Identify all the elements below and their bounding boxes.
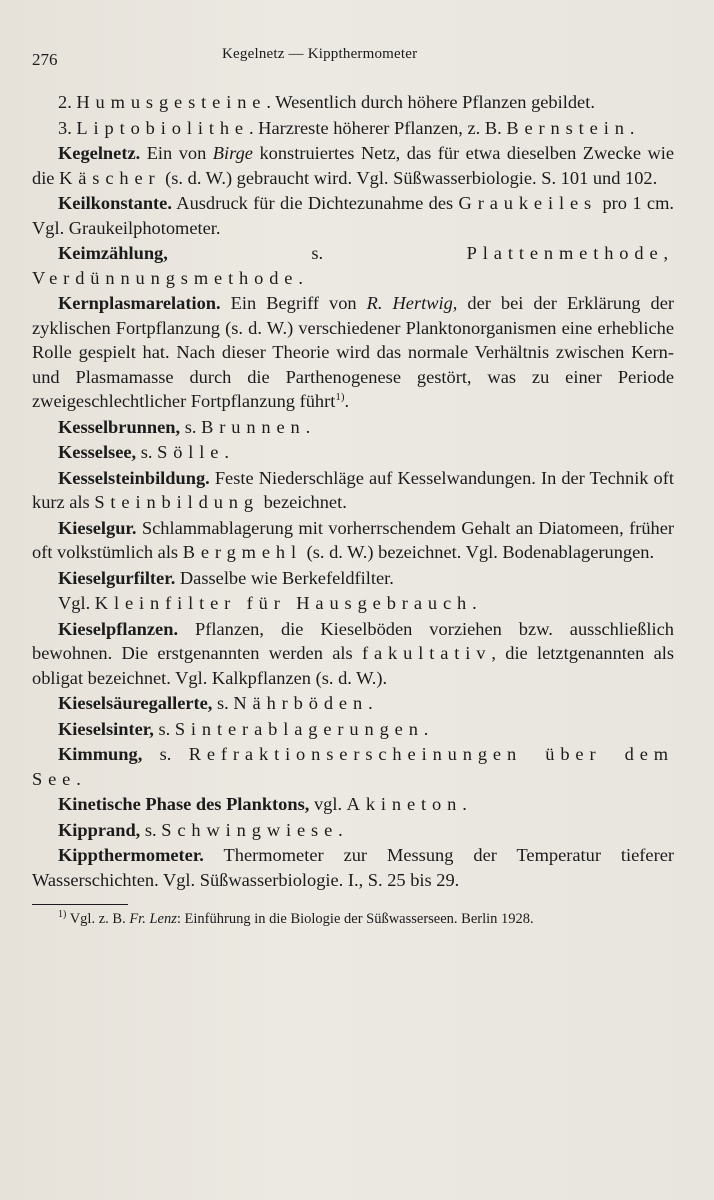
entry-text: .	[338, 819, 343, 840]
entry-spaced-text: Refraktionserscheinungen über dem See	[32, 744, 674, 789]
page-header	[32, 44, 674, 80]
entry-spaced-text: Bergmehl	[182, 542, 302, 562]
footnote-author: Fr. Lenz	[129, 911, 177, 927]
dictionary-entry	[32, 516, 674, 565]
dictionary-entry	[32, 691, 674, 716]
entry-text: s.	[167, 243, 467, 263]
dictionary-entry	[32, 415, 674, 440]
dictionary-entry	[32, 466, 674, 515]
dictionary-entry	[32, 717, 674, 742]
entry-lead: 3.	[58, 117, 77, 138]
running-head: Kegelnetz — Kippthermometer	[222, 46, 418, 62]
entry-lead: 2.	[58, 92, 77, 112]
dictionary-entries	[32, 90, 674, 892]
dictionary-entry	[32, 291, 674, 414]
entry-spaced-text: Kleinfilter für Hausgebrauch	[94, 593, 473, 613]
entry-spaced-text: Akineton	[346, 794, 463, 814]
entry-text: der bei der Erklärung der zyklischen Fortpflanzung (s. d. W.) verschiedener Planktonorganismen eine erhebliche Rolle gespielt hat. Nach dieser Theorie wird das normale Verhältnis zwischen Kern- und Plasmamasse durch die Parthenogenese gestört, was zu einer Periode zweigeschlechtlicher Fortpflanzung führt	[32, 293, 674, 411]
entry-spaced-text: Humusgesteine	[76, 92, 267, 112]
entry-term: Keilkonstante.	[58, 193, 172, 213]
entry-spaced-text: Bernstein	[506, 117, 630, 138]
entry-text: .	[224, 442, 229, 462]
entry-text: . Harzreste höherer Pflanzen, z. B.	[248, 117, 507, 138]
footnote-reference: 1)	[335, 390, 345, 403]
entry-text: Pflanzen, die Kieselböden vorziehen bzw. ausschließlich bewohnen. Die erstgenannten werden als	[32, 618, 674, 663]
entry-text: bezeichnet.	[258, 492, 347, 512]
entry-text: konstruiertes Netz, das für etwa dieselben Zwecke wie die	[32, 143, 675, 188]
dictionary-entry	[32, 818, 674, 843]
entry-text: .	[368, 693, 373, 713]
dictionary-entry	[32, 90, 674, 115]
dictionary-entry	[32, 566, 674, 591]
entry-spaced-text: Nährböden	[233, 693, 369, 713]
footnote-divider	[32, 904, 128, 905]
entry-text: s.	[140, 819, 162, 840]
entry-text: .	[344, 391, 350, 411]
dictionary-entry	[32, 843, 674, 892]
entry-spaced-text: Schwingwiese	[161, 819, 339, 840]
entry-text: Feste Niederschläge auf Kesselwandungen. In der Technik oft kurz als	[32, 467, 674, 512]
entry-term: Kesselsee,	[58, 442, 137, 462]
entry-text: .	[305, 416, 311, 437]
dictionary-entry	[32, 591, 674, 616]
entry-term: Kieselsäuregallerte,	[58, 693, 213, 713]
entry-text: Ausdruck für die Dichtezunahme des	[171, 193, 459, 213]
entry-text: .	[472, 593, 477, 613]
entry-text: .	[462, 794, 467, 814]
entry-text: .	[298, 267, 303, 288]
entry-spaced-text: Brunnen	[201, 416, 306, 437]
entry-text: (s. d. W.) gebraucht wird. Vgl. Süßwasserbiologie. S. 101 und 102.	[160, 167, 658, 188]
entry-text: pro 1 cm. Vgl. Graukeilphotometer.	[32, 193, 674, 238]
entry-term: Kieselgurfilter.	[58, 567, 176, 588]
entry-spaced-text: Plattenmethode, Verdünnungsmethode	[32, 243, 674, 288]
entry-spaced-text: Sinterablagerungen	[174, 718, 424, 739]
entry-term: Kesselsteinbildung.	[58, 467, 210, 488]
entry-text: Ein von	[140, 143, 213, 163]
entry-text: Schlammablagerung mit vorherrschendem Gehalt an Diatomeen, früher oft volkstümlich als	[32, 517, 674, 562]
entry-italic-name: R. Hertwig,	[366, 293, 458, 313]
entry-spaced-text: Steinbildung	[94, 492, 259, 512]
dictionary-entry	[32, 116, 674, 141]
entry-spaced-text: Sölle	[157, 442, 225, 462]
entry-term: Kesselbrunnen,	[58, 416, 181, 437]
entry-text: s.	[212, 693, 234, 713]
entry-spaced-text: Liptobiolithe	[76, 117, 249, 138]
entry-term: Kernplasmarelation.	[58, 293, 221, 313]
entry-spaced-text: fakultativ	[361, 643, 492, 663]
footnote-marker: 1)	[58, 909, 67, 921]
footnote	[32, 911, 674, 928]
entry-text: .	[423, 718, 429, 739]
entry-text: Thermometer zur Messung der Temperatur tieferer Wasserschichten. Vgl. Süßwasserbiologie. I., S. 25 bis 29.	[32, 845, 674, 890]
dictionary-entry	[32, 792, 674, 817]
entry-term: Kieselpflanzen.	[58, 618, 179, 639]
entry-term: Kipprand,	[58, 819, 141, 840]
entry-text: vgl.	[309, 794, 347, 814]
footnote-text-1: Vgl. z. B.	[66, 911, 130, 927]
entry-lead: Vgl.	[58, 593, 95, 613]
entry-text: s.	[142, 744, 189, 764]
entry-spaced-text: Käscher	[59, 167, 161, 188]
entry-term: Kieselgur.	[58, 517, 137, 538]
entry-text: , die letztgenannten als obligat bezeichnet. Vgl. Kalkpflanzen (s. d. W.).	[32, 643, 675, 688]
dictionary-entry	[32, 617, 674, 691]
dictionary-entry	[32, 742, 674, 791]
entry-term: Keimzählung,	[58, 243, 168, 263]
dictionary-entry	[32, 141, 674, 190]
entry-text: s.	[136, 442, 158, 462]
entry-italic-name: Birge	[212, 143, 253, 163]
entry-text: s.	[153, 718, 175, 739]
footnote-text-2: : Einführung in die Biologie der Süßwasserseen. Berlin 1928.	[176, 911, 534, 927]
dictionary-entry	[32, 241, 674, 290]
dictionary-entry	[32, 440, 674, 465]
entry-spaced-text: Graukeiles	[458, 193, 598, 213]
entry-text: (s. d. W.) bezeichnet. Vgl. Bodenablagerungen.	[302, 542, 655, 562]
entry-term: Kieselsinter,	[58, 718, 154, 739]
entry-text: Ein Begriff von	[220, 293, 367, 313]
entry-text: . Wesentlich durch höhere Pflanzen gebildet.	[266, 92, 595, 112]
entry-term: Kinetische Phase des Planktons,	[58, 794, 310, 814]
entry-term: Kimmung,	[58, 744, 143, 764]
entry-text: s.	[180, 416, 202, 437]
entry-text: Dasselbe wie Berkefeldfilter.	[175, 567, 394, 588]
entry-term: Kippthermometer.	[58, 845, 204, 865]
entry-text: .	[76, 768, 81, 789]
dictionary-entry	[32, 191, 674, 240]
entry-text: .	[629, 117, 635, 138]
entry-term: Kegelnetz.	[58, 143, 141, 163]
page-number: 276	[32, 50, 58, 69]
